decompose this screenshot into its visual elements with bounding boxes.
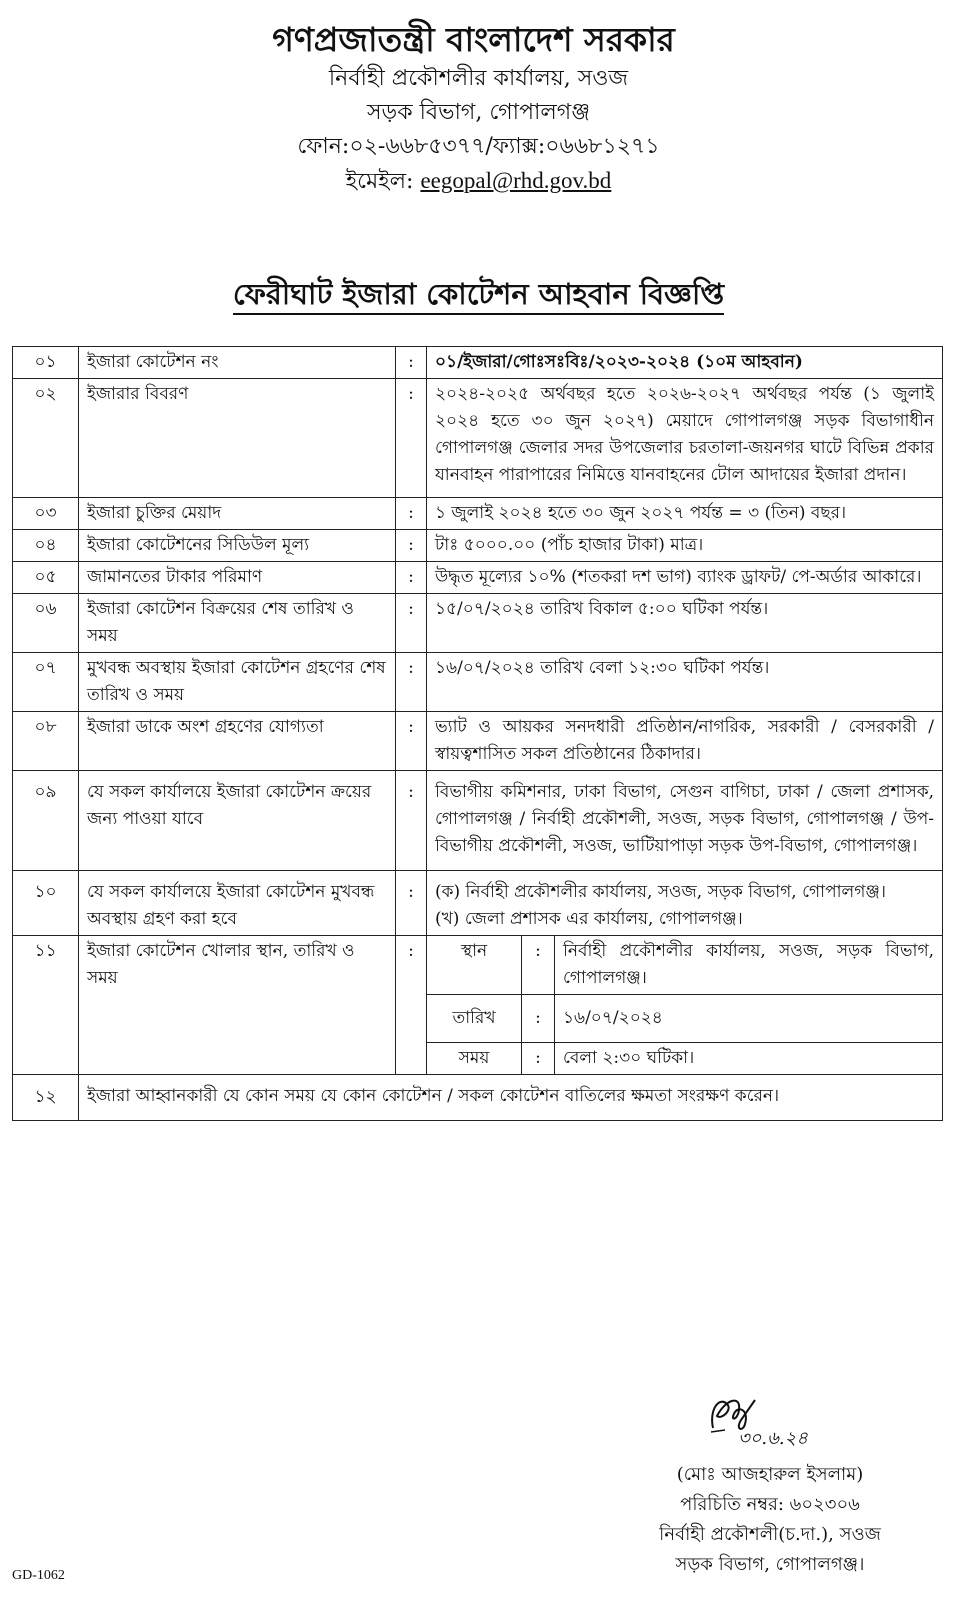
- row-colon: :: [396, 562, 427, 594]
- division-name: সড়ক বিভাগ, গোপালগঞ্জ: [367, 100, 590, 125]
- row-colon: :: [396, 379, 427, 498]
- date-value: ১৬/০৭/২০২৪: [555, 995, 943, 1043]
- table-row: [13, 771, 943, 871]
- time-label: সময়: [427, 1043, 522, 1075]
- table-row: [13, 562, 943, 594]
- row-label: ইজারা চুক্তির মেয়াদ: [79, 498, 396, 530]
- row-value: টাঃ ৫০০০.০০ (পাঁচ হাজার টাকা) মাত্র।: [427, 530, 943, 562]
- signatory-designation: নির্বাহী প্রকৌশলী(চ.দা.), সওজ: [659, 1524, 881, 1545]
- row-label: জামানতের টাকার পরিমাণ: [79, 562, 396, 594]
- email-line: [0, 164, 957, 199]
- row-colon: :: [396, 653, 427, 712]
- row-colon: :: [396, 498, 427, 530]
- signatory-block: [610, 1460, 930, 1580]
- row-colon: :: [396, 771, 427, 871]
- table-row: [13, 530, 943, 562]
- row-value: ১৬/০৭/২০২৪ তারিখ বেলা ১২:৩০ ঘটিকা পর্যন্ত।: [427, 653, 943, 712]
- row-value: [427, 871, 943, 936]
- document-code: GD-1062: [12, 1568, 65, 1583]
- row-value: ২০২৪-২০২৫ অর্থবছর হতে ২০২৬-২০২৭ অর্থবছর পর্যন্ত (১ জুলাই ২০২৪ হতে ৩০ জুন ২০২৭) মেয়াদে গোপালগঞ্জ সড়ক বিভাগাধীন গোপালগঞ্জ জেলার সদর উপজেলার চরতালা-জয়নগর ঘাটে বিভিন্ন প্রকার যানবাহন পারাপারের নিমিত্তে যানবাহনের টোল আদায়ের ইজারা প্রদান।: [427, 379, 943, 498]
- opening-place-row: [427, 936, 942, 995]
- time-value: বেলা ২:৩০ ঘটিকা।: [555, 1043, 943, 1075]
- table-row: [13, 347, 943, 379]
- row-value: ১ জুলাই ২০২৪ হতে ৩০ জুন ২০২৭ পর্যন্ত = ৩ (তিন) বছর।: [427, 498, 943, 530]
- row-label: ইজারা কোটেশনের সিডিউল মূল্য: [79, 530, 396, 562]
- opening-time-row: [427, 1043, 942, 1075]
- row-value: ভ্যাট ও আয়কর সনদধারী প্রতিষ্ঠান/নাগরিক, সরকারী / বেসরকারী / স্বায়ত্বশাসিত সকল প্রতিষ্ঠানের ঠিকাদার।: [427, 712, 943, 771]
- signature-date: ৩০.৬.২৪: [738, 1428, 808, 1449]
- opening-details-cell: [427, 936, 943, 1075]
- office-name: নির্বাহী প্রকৌশলীর কার্যালয়, সওজ: [328, 66, 629, 91]
- date-label: তারিখ: [427, 995, 522, 1043]
- receiving-office-a: (ক) নির্বাহী প্রকৌশলীর কার্যালয়, সওজ, সড়ক বিভাগ, গোপালগঞ্জ।: [435, 882, 886, 902]
- row-label: যে সকল কার্যালয়ে ইজারা কোটেশন ক্রয়ের জন্য পাওয়া যাবে: [79, 771, 396, 871]
- row-colon: :: [396, 530, 427, 562]
- row-label: ইজারা কোটেশন বিক্রয়ের শেষ তারিখ ও সময়: [79, 594, 396, 653]
- receiving-office-b: (খ) জেলা প্রশাসক এর কার্যালয়, গোপালগঞ্জ।: [435, 909, 743, 929]
- row-label: ইজারার বিবরণ: [79, 379, 396, 498]
- time-colon: :: [522, 1043, 555, 1075]
- signatory-office: সড়ক বিভাগ, গোপালগঞ্জ।: [675, 1554, 865, 1575]
- row-value: ০১/ইজারা/গোঃসঃবিঃ/২০২৩-২০২৪ (১০ম আহবান): [427, 347, 943, 379]
- opening-details-table: [427, 936, 942, 1074]
- row-number: ০৭: [13, 653, 79, 712]
- signatory-id: পরিচিতি নম্বর: ৬০২৩০৬: [680, 1494, 860, 1515]
- row-label: যে সকল কার্যালয়ে ইজারা কোটেশন মুখবন্ধ অবস্থায় গ্রহণ করা হবে: [79, 871, 396, 936]
- signatory-name: (মোঃ আজহারুল ইসলাম): [676, 1464, 864, 1485]
- row-number: ০৩: [13, 498, 79, 530]
- row-colon: :: [396, 347, 427, 379]
- notice-title-text: ফেরীঘাট ইজারা কোটেশন আহবান বিজ্ঞপ্তি: [233, 277, 724, 315]
- row-colon: :: [396, 871, 427, 936]
- row-number: ১০: [13, 871, 79, 936]
- table-row: [13, 936, 943, 1075]
- place-label: স্থান: [427, 936, 522, 995]
- row-colon: :: [396, 712, 427, 771]
- row-number: ০৫: [13, 562, 79, 594]
- table-row: [13, 871, 943, 936]
- row-label: মুখবন্ধ অবস্থায় ইজারা কোটেশন গ্রহণের শেষ তারিখ ও সময়: [79, 653, 396, 712]
- row-number: ১১: [13, 936, 79, 1075]
- row-label: ইজারা ডাকে অংশ গ্রহণের যোগ্যতা: [79, 712, 396, 771]
- government-title: গণপ্রজাতন্ত্রী বাংলাদেশ সরকার: [272, 20, 675, 59]
- row-value: উদ্ধৃত মূল্যের ১০% (শতকরা দশ ভাগ) ব্যাংক ড্রাফট/ পে-অর্ডার আকারে।: [427, 562, 943, 594]
- row-label: ইজারা কোটেশন নং: [79, 347, 396, 379]
- row-value: ১৫/০৭/২০২৪ তারিখ বিকাল ৫:০০ ঘটিকা পর্যন্ত।: [427, 594, 943, 653]
- row-number: ০৬: [13, 594, 79, 653]
- letterhead: [0, 18, 957, 199]
- table-row: [13, 653, 943, 712]
- row-full-text: ইজারা আহ্বানকারী যে কোন সময় যে কোন কোটেশন / সকল কোটেশন বাতিলের ক্ষমতা সংরক্ষণ করেন।: [79, 1075, 943, 1121]
- row-colon: :: [396, 594, 427, 653]
- phone-fax: ফোন:০২-৬৬৮৫৩৭৭/ফ্যাক্স:০৬৬৮১২৭১: [297, 134, 660, 159]
- table-row: [13, 379, 943, 498]
- table-row: [13, 594, 943, 653]
- row-number: ০৪: [13, 530, 79, 562]
- row-number: ০১: [13, 347, 79, 379]
- email-link[interactable]: eegopal@rhd.gov.bd: [420, 168, 612, 193]
- row-number: ০২: [13, 379, 79, 498]
- opening-date-row: [427, 995, 942, 1043]
- row-number: ১২: [13, 1075, 79, 1121]
- table-row: [13, 498, 943, 530]
- row-colon: :: [396, 936, 427, 1075]
- place-colon: :: [522, 936, 555, 995]
- table-row: [13, 712, 943, 771]
- row-label: ইজারা কোটেশন খোলার স্থান, তারিখ ও সময়: [79, 936, 396, 1075]
- row-value: বিভাগীয় কমিশনার, ঢাকা বিভাগ, সেগুন বাগিচা, ঢাকা / জেলা প্রশাসক, গোপালগঞ্জ / নির্বাহী প্রকৌশলী, সওজ, সড়ক বিভাগ, গোপালগঞ্জ / উপ-বিভাগীয় প্রকৌশলী, সওজ, ভাটিয়াপাড়া সড়ক উপ-বিভাগ, গোপালগঞ্জ।: [427, 771, 943, 871]
- table-row: [13, 1075, 943, 1121]
- row-number: ০৮: [13, 712, 79, 771]
- email-label: ইমেইল:: [345, 169, 414, 194]
- notice-title: [0, 272, 957, 321]
- place-value: নির্বাহী প্রকৌশলীর কার্যালয়, সওজ, সড়ক বিভাগ, গোপালগঞ্জ।: [555, 936, 943, 995]
- row-number: ০৯: [13, 771, 79, 871]
- date-colon: :: [522, 995, 555, 1043]
- notice-table: [12, 346, 943, 1121]
